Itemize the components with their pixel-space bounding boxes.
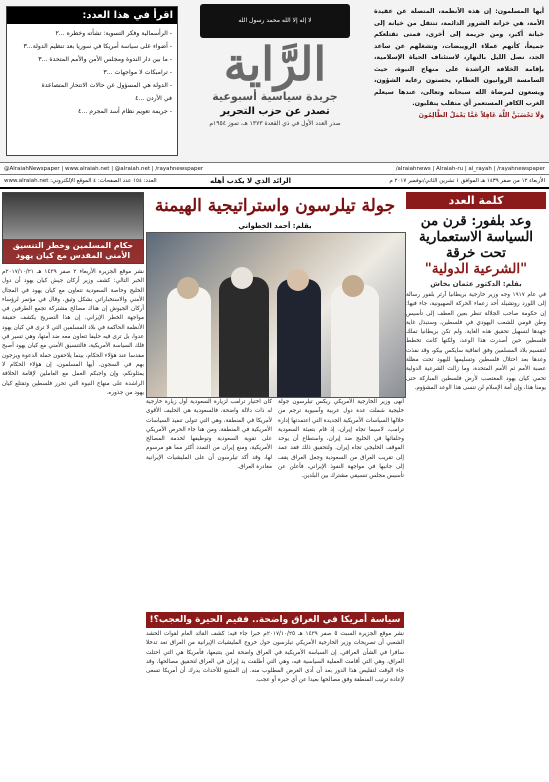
flag-text: لا إله إلا الله محمد رسول الله	[238, 17, 312, 24]
iraq-article-body: نشر موقع الجزيرة السبت ٥ صفر ١٤٣٩ هـ ٢٠١٧/١٠/٢٥م خبرا جاء فيه: كشف القائد العام لقوات الحشد الشعبي أن تصريحات وزير الخارجية الأمريكي تيلرسون حول خروج المليشيات الإيرانية من العراق تعد تدخلا سافرا في الشأن العراقي. إن السياسة الأمريكية في العراق واضحة لمن يتتبعها، فأمريكا هي التي احتلت العراق، وهي التي أقامت العملية السياسية فيه، وهي التي أطلقت يد إيران في العراق لتحقيق مصالحها، وقد جاء الوقت لتقليص هذا الدور بعد أن أدى الغرض المطلوب منه. إن المتتبع للأحداث يدرك أن أمريكا تسعى لإعادة ترتيب المنطقة وفق مصالحها بعيدا عن أي حيرة أو عجب.	[146, 631, 404, 684]
figure-shape	[167, 287, 211, 397]
main-article-col1: أنهى وزير الخارجية الأمريكي ريكس تيلرسون جولة خليجية شملت عدة دول عربية وآسيوية ترجم من خلالها السياسات الأمريكية الجديدة التي اعتمدتها إدارة ترامب، لاسيما تجاه إيران، إذ قام بتعبئة السعودية وحلفائها في الخليج ضد إيران، واستطاع أن يوحد الموقف الخليجي تجاه إيران. ولتحقيق ذلك فقد عمد إلى تقريب العراق من السعودية وجعل العراق يقف إلى جانبها في مواجهة النفوذ الإيراني، فأعلن عن تأسيس مجلس تنسيقي مشترك بين البلدين.	[278, 399, 404, 480]
editorial-title-accent: "الشرعية الدولية"	[424, 261, 528, 277]
publisher-line: تصدر عن حزب التحرير	[220, 106, 330, 117]
left-article	[2, 192, 144, 780]
in-this-issue-item[interactable]: - ترامبكات لا مواجهات ...٣	[103, 69, 172, 76]
iraq-headline[interactable]: سياسة أمريكا في العراق واضحة.. ففيم الحيرة والعجب؟!	[146, 612, 404, 628]
left-article-body: نشر موقع الجزيرة الأربعاء ٢ صفر ١٤٣٩ هـ ٢٠١٧/١٠/٢١م الخبر التالي: كشف وزير أركان جيش كيان يهود أن دول الخليج وخاصة السعودية تتعاون مع كيان يهود في المجال الأمني والاستخباراتي بشكل وثيق، وقال في مؤتمر لرؤساء أركان الجيوش إن هناك مصالح مشتركة تجمع الطرفين في مواجهة الخطر الإيراني. إن هذا التصريح يكشف حقيقة الأنظمة الحاكمة في بلاد المسلمين التي لا ترى في كيان يهود عدوا، بل ترى فيه حليفا تتعاون معه ضد أمتها، وهي تسير في فلك السياسة الأمريكية، فالتنسيق الأمني مع كيان يهود أصبح مقدسا عند هؤلاء الحكام، بينما يلاحقون حملة الدعوة ويزجون بهم في السجون. أيها المسلمون، إن هؤلاء الحكام لا يمثلونكم، وإن واجبكم العمل مع العاملين لإقامة الخلافة الراشدة على منهاج النبوة التي تحرر فلسطين وتقتلع كيان يهود من جذوره.	[2, 269, 144, 396]
editorial-title[interactable]	[406, 213, 546, 277]
slogan: الرائد الذي لا يكذب أهله	[210, 177, 292, 185]
editorial-quote	[374, 6, 544, 154]
in-this-issue-item[interactable]: - جريمة تعويم نظام أسد المجرم ...٤	[78, 108, 172, 115]
in-this-issue-item[interactable]: - أضواء على سياسة أمريكا في سوريا بعد تنظيم الدولة...٣	[23, 43, 172, 50]
main-headline[interactable]: جولة تيلرسون واستراتيجية الهيمنة	[154, 196, 396, 216]
masthead	[0, 0, 549, 162]
figure-head	[177, 277, 199, 299]
section-label: كلمة العدد	[406, 192, 546, 209]
in-this-issue-item[interactable]: - الدولة هي المسؤول عن حالات الانتحار المتصاعدة	[41, 82, 172, 89]
in-this-issue-list	[7, 24, 177, 121]
main-author: بقلم: أحمد الخطواني	[238, 222, 312, 230]
in-this-issue-box	[6, 6, 178, 156]
founding-line: صدر العدد الأول في ذي القعدة ١٣٧٣ هـ، تموز ١٩٥٤م	[209, 120, 341, 127]
figure-shape	[219, 277, 269, 397]
in-this-issue-item[interactable]: في الأردن ...٤	[135, 95, 172, 102]
figure-shape	[331, 285, 379, 397]
main-article-col2: كان اختيار ترامب لزيارة السعودية أول زيارة خارجية له ذات دلالة واضحة، فالسعودية هي الحليف الأقوى لأمريكا في المنطقة، وهي التي تتولى تنفيذ السياسات الأمريكية في المنطقة، ومن هنا جاء الحرص الأمريكي على تقوية السعودية وتوظيفها لخدمة المصالح الأمريكية، ومنع إيران من التمدد أكثر مما هو مرسوم لها، وقد أكد تيلرسون أن على المليشيات الإيرانية مغادرة العراق.	[146, 399, 272, 471]
tillerson-gulf-photo	[146, 232, 406, 398]
issue-info-bar	[0, 174, 549, 189]
figure-shape	[277, 279, 321, 397]
issue-date: الأربعاء ١٢ من صفر ١٤٣٩ هـ الموافق ١ تشرين الثاني/نوفمبر ٢٠١٧ م	[389, 178, 545, 184]
logo-subtitle: جريدة سياسية أسبوعية	[212, 90, 338, 103]
in-this-issue-item[interactable]: - ما بين دار الندوة ومجلس الأمن والأمم المتحدة ...٣	[38, 56, 172, 63]
figure-head	[231, 267, 253, 289]
editorial-body: في عام ١٩١٧ وجه وزير خارجية بريطانيا آرثر بلفور رسالة إلى اللورد روتشيلد أحد زعماء الحركة الصهيونية، جاء فيها: إن حكومة صاحب الجلالة تنظر بعين العطف إلى تأسيس وطن قومي للشعب اليهودي في فلسطين، وستبذل غاية جهدها لتسهيل تحقيق هذه الغاية. ولم تكن بريطانيا تملك فلسطين حين أصدرت هذا الوعد، ولكنها كانت تخطط لتقسيم بلاد المسلمين وفق اتفاقية سايكس بيكو، وقد نفذت وعدها بعد احتلال فلسطين وتسليمها لليهود تحت مظلة عصبة الأمم ثم الأمم المتحدة، وما زالت الشرعية الدولية تحمي كيان يهود المغتصب لأرض فلسطين المباركة حتى يومنا هذا، وإن أمة الإسلام لن تنسى هذا الوعد المشؤوم.	[406, 292, 547, 391]
main-article-body	[146, 398, 404, 610]
newspaper-logo	[180, 4, 370, 154]
editorial-title-main: وعد بلفور: قرن من السياسة الاستعمارية تحت خرقة	[418, 213, 534, 261]
left-article-headline[interactable]: حكام المسلمين وخطر التنسيق الأمني المقدس مع كيان يهود	[3, 239, 143, 263]
social-links-right[interactable]: /alraiahnews | Alraiah-ru | al_rayah | /rayahnewspaper	[395, 166, 545, 172]
issue-number: العدد: ١٥٤ عدد الصفحات: ٤ الموقع الإلكتروني: www.alraiah.net	[4, 178, 157, 184]
flag-icon	[200, 4, 350, 38]
quran-verse: وَلَا تَحْسَبَنَّ اللَّهَ غَافِلاً عَمَّا يَعْمَلُ الظَّالِمُونَ	[418, 111, 544, 119]
leaders-photo	[2, 192, 144, 264]
figure-head	[342, 275, 364, 297]
editorial-column	[406, 192, 546, 780]
editorial-author: بقلم: الدكتور عثمان بخاش	[430, 280, 522, 288]
figure-head	[287, 269, 309, 291]
in-this-issue-title: اقرأ في هذا العدد:	[7, 7, 177, 24]
editorial-quote-text: أيها المسلمون: إن هذه الأنظمة، المتصلة عن عقيدة الأمة، هي خزانة الشرور الدائمة، تنتقل من خيانة إلى خيانة أكبر، ومن جريمة إلى أخرى، فمتى تقتلعكم جميعاً، كأنهم عملاء الرويبضات، وتشغلهم عن ساعد الجد، نصل الليل بالنهار، لاستئناف الحياة الإسلامية، بإقامة الخلافة الراشدة على منهاج النبوة، حيث السامسة الروانيون العظام، يحسنون رعاية الشؤون، ويسعون لمرضاة الله سبحانه وتعالى، عندها سيعلم الغرب الكافر المستعمر أي منقلب ينقلبون.	[374, 8, 544, 107]
logo-name: الرَّاية	[223, 37, 327, 91]
social-links-left[interactable]: @AlraiahNewspaper | www.alraiah.net | @alraiah.net | /rayahnewspaper	[4, 166, 204, 172]
in-this-issue-item[interactable]: - الرأسمالية وفكر التسوية: تشأته وخطره ...٢	[55, 30, 172, 37]
